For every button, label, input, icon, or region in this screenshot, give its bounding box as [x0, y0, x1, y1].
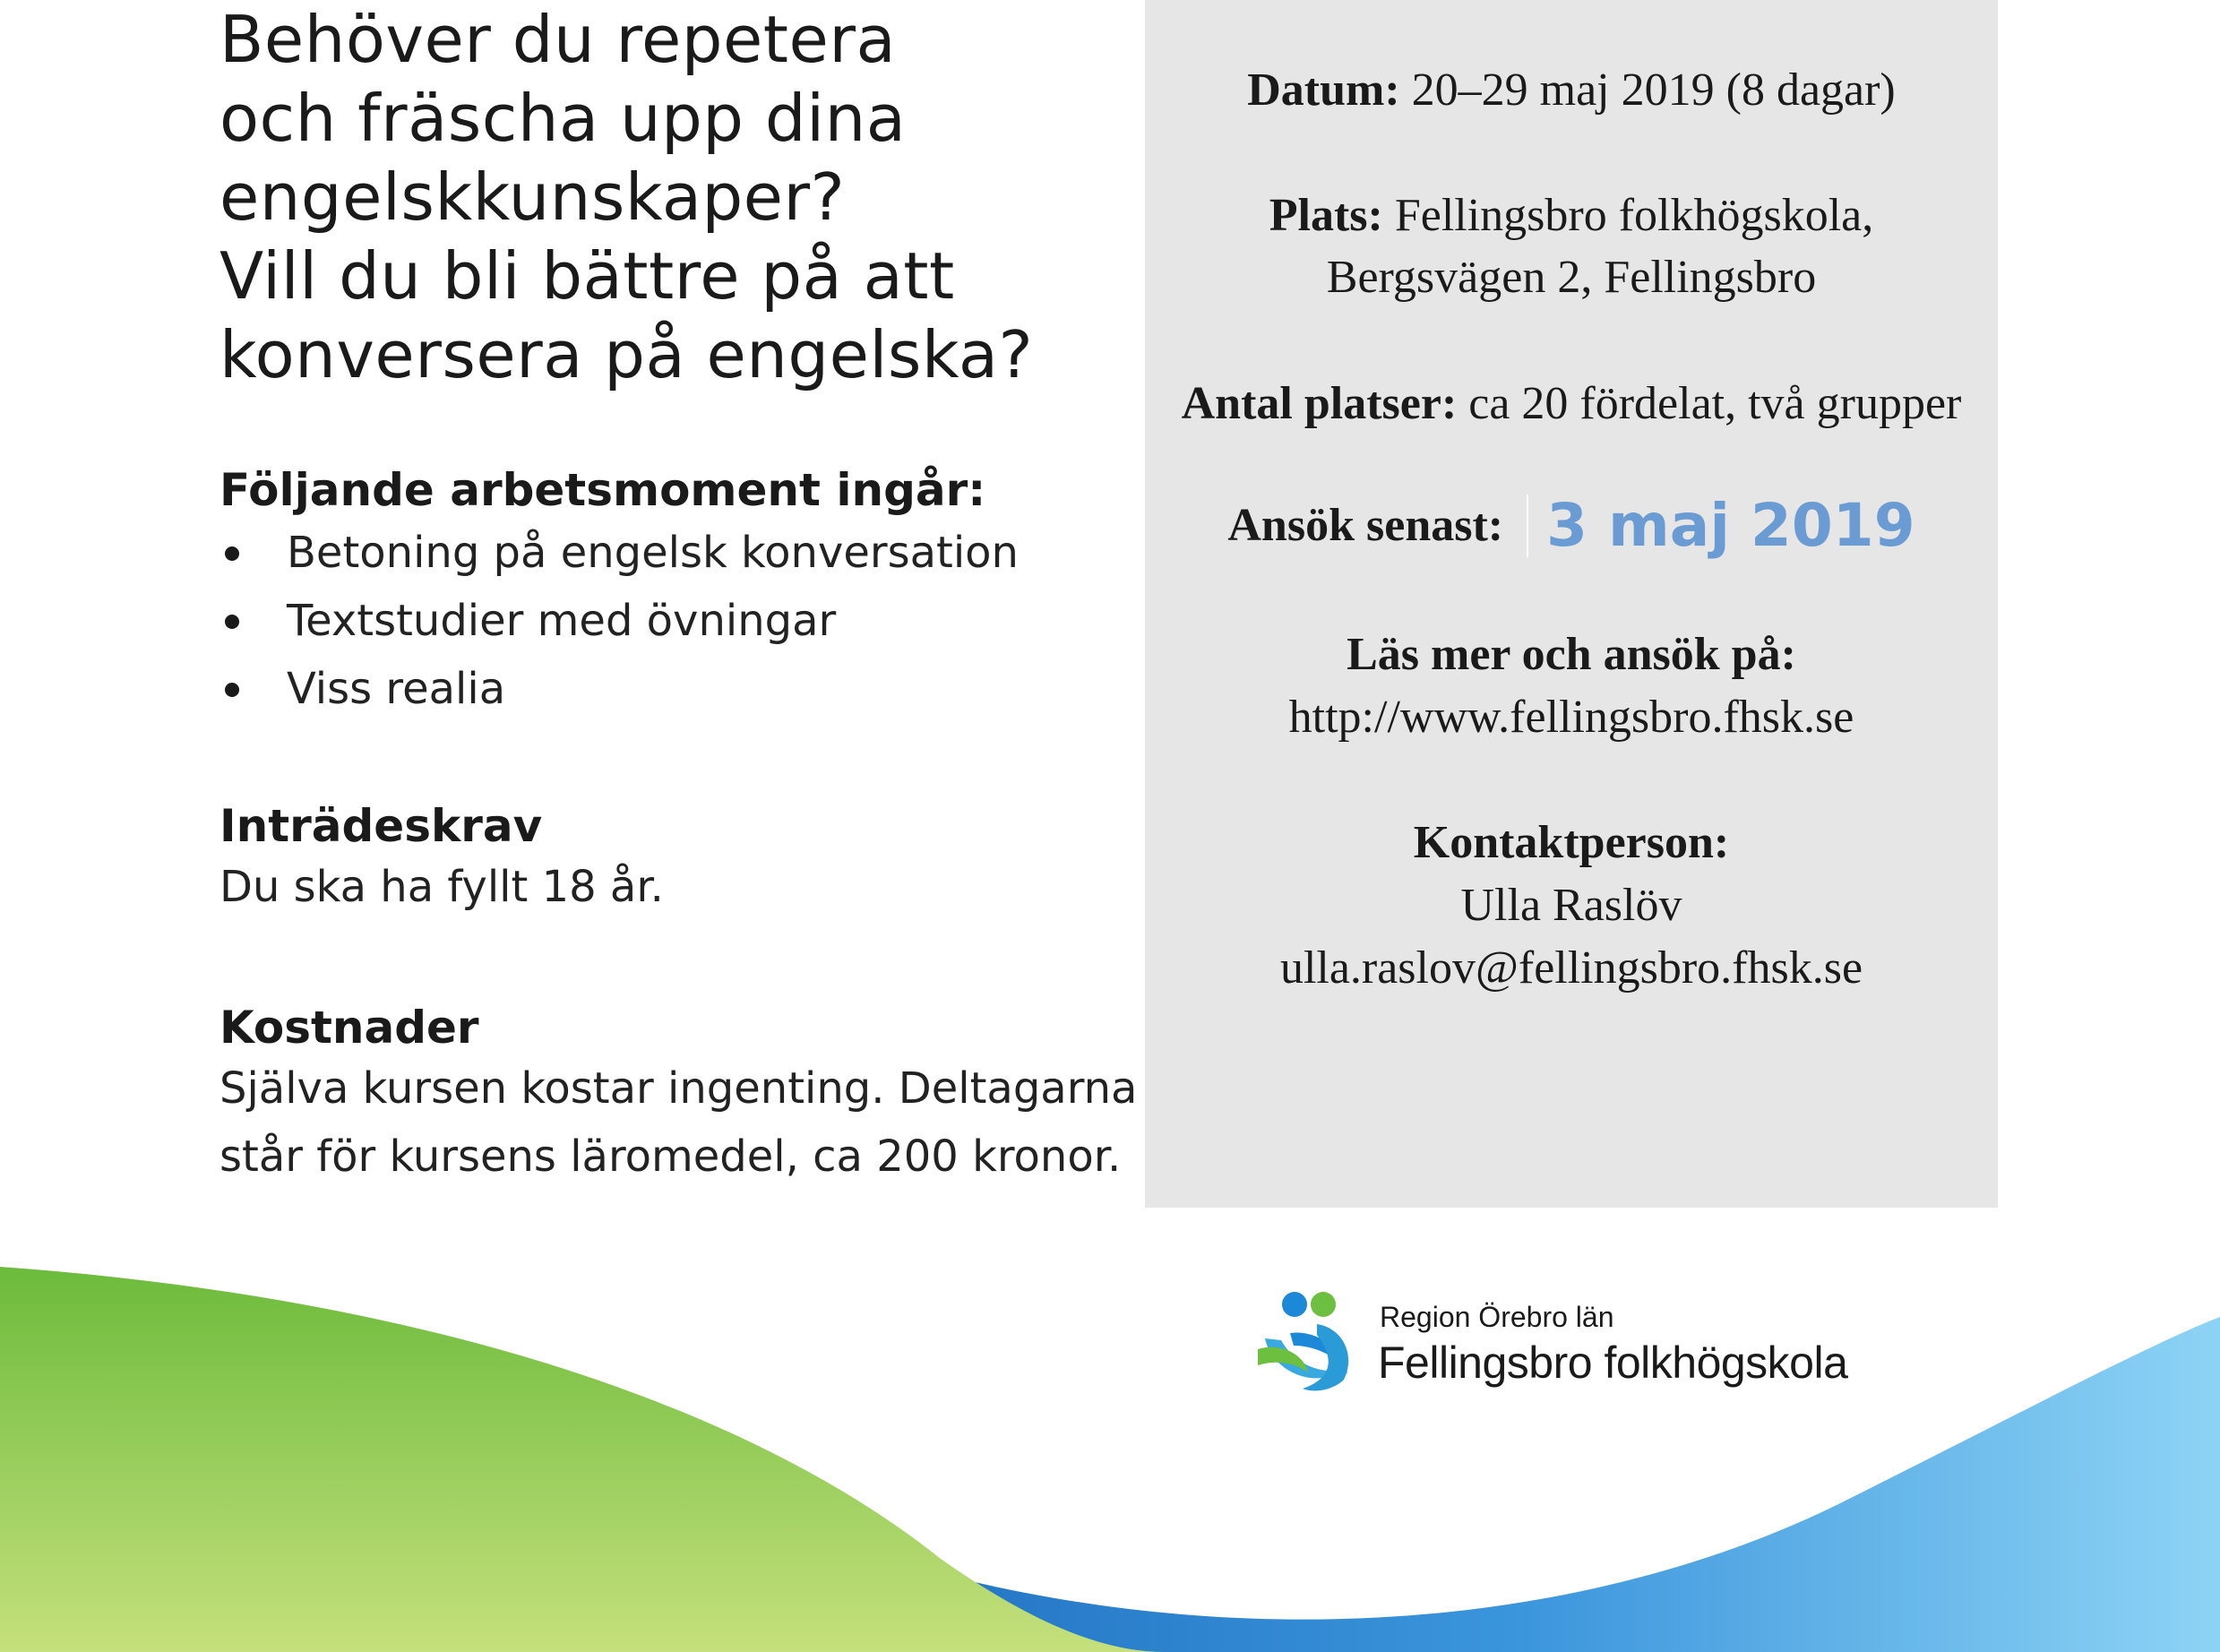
list-item	[219, 655, 1019, 723]
website-link[interactable]: http://www.fellingsbro.fhsk.se	[1288, 692, 1854, 743]
green-wave	[0, 1267, 1165, 1652]
bullet-icon	[225, 615, 239, 629]
place-value: Fellingsbro folkhögskola,	[1382, 190, 1874, 241]
headline-line: Behöver du repetera	[219, 2, 897, 77]
requirements-section	[219, 799, 664, 921]
headline-line: konversera på engelska?	[219, 317, 1034, 392]
moments-section	[219, 463, 1019, 723]
seats-value: ca 20 fördelat, två grupper	[1457, 378, 1962, 429]
bullet-icon	[225, 683, 239, 697]
deadline-row	[1145, 491, 1998, 563]
date-line	[1145, 59, 1998, 122]
logo-school-name: Fellingsbro folkhögskola	[1378, 1338, 1848, 1388]
list-item-text: Betoning på engelsk konversation	[287, 528, 1019, 578]
headline	[219, 0, 1033, 394]
costs-line: Själva kursen kostar ingenting. Deltagarna	[219, 1063, 1138, 1114]
school-logo	[1254, 1283, 1917, 1399]
deadline-date: 3 maj 2019	[1546, 491, 1915, 560]
requirements-text	[219, 853, 664, 921]
headline-line: Vill du bli bättre på att	[219, 238, 955, 314]
moments-heading: Följande arbetsmoment ingår:	[219, 464, 986, 516]
date-value: 20–29 maj 2019 (8 dagar)	[1399, 65, 1896, 116]
costs-section	[219, 1001, 1137, 1191]
contact-email[interactable]: ulla.raslov@fellingsbro.fhsk.se	[1279, 942, 1863, 994]
list-item-text: Viss realia	[287, 664, 506, 714]
requirements-heading: Inträdeskrav	[219, 800, 543, 852]
logo-region-text: Region Örebro län	[1380, 1301, 1614, 1333]
costs-text	[219, 1054, 1137, 1191]
contact-name: Ulla Raslöv	[1460, 880, 1682, 931]
contact-label	[1145, 812, 1998, 874]
seats-label: Antal platser:	[1181, 378, 1458, 429]
bullet-icon	[225, 546, 239, 561]
headline-line: engelskkunskaper?	[219, 159, 846, 235]
list-item	[219, 519, 1019, 587]
more-label-text: Läs mer och ansök på:	[1347, 629, 1796, 680]
place-label: Plats:	[1269, 190, 1383, 241]
deadline-divider	[1527, 495, 1528, 557]
place-address: Bergsvägen 2, Fellingsbro	[1326, 252, 1817, 303]
seats-line	[1145, 373, 1998, 435]
costs-heading: Kostnader	[219, 1002, 479, 1054]
place-line	[1145, 185, 1998, 247]
moments-list	[219, 519, 1019, 723]
date-label: Datum:	[1247, 65, 1400, 116]
list-item-text: Textstudier med övningar	[287, 596, 837, 646]
people-icon	[1254, 1283, 1380, 1399]
more-label	[1145, 624, 1998, 686]
info-box	[1145, 0, 1998, 1208]
deadline-label: Ansök senast:	[1227, 500, 1504, 551]
costs-line: står för kursens läromedel, ca 200 kronor.	[219, 1131, 1122, 1182]
contact-label-text: Kontaktperson:	[1413, 817, 1730, 868]
list-item	[219, 587, 1019, 655]
headline-line: och fräscha upp dina	[219, 81, 907, 156]
requirements-line: Du ska ha fyllt 18 år.	[219, 862, 664, 912]
